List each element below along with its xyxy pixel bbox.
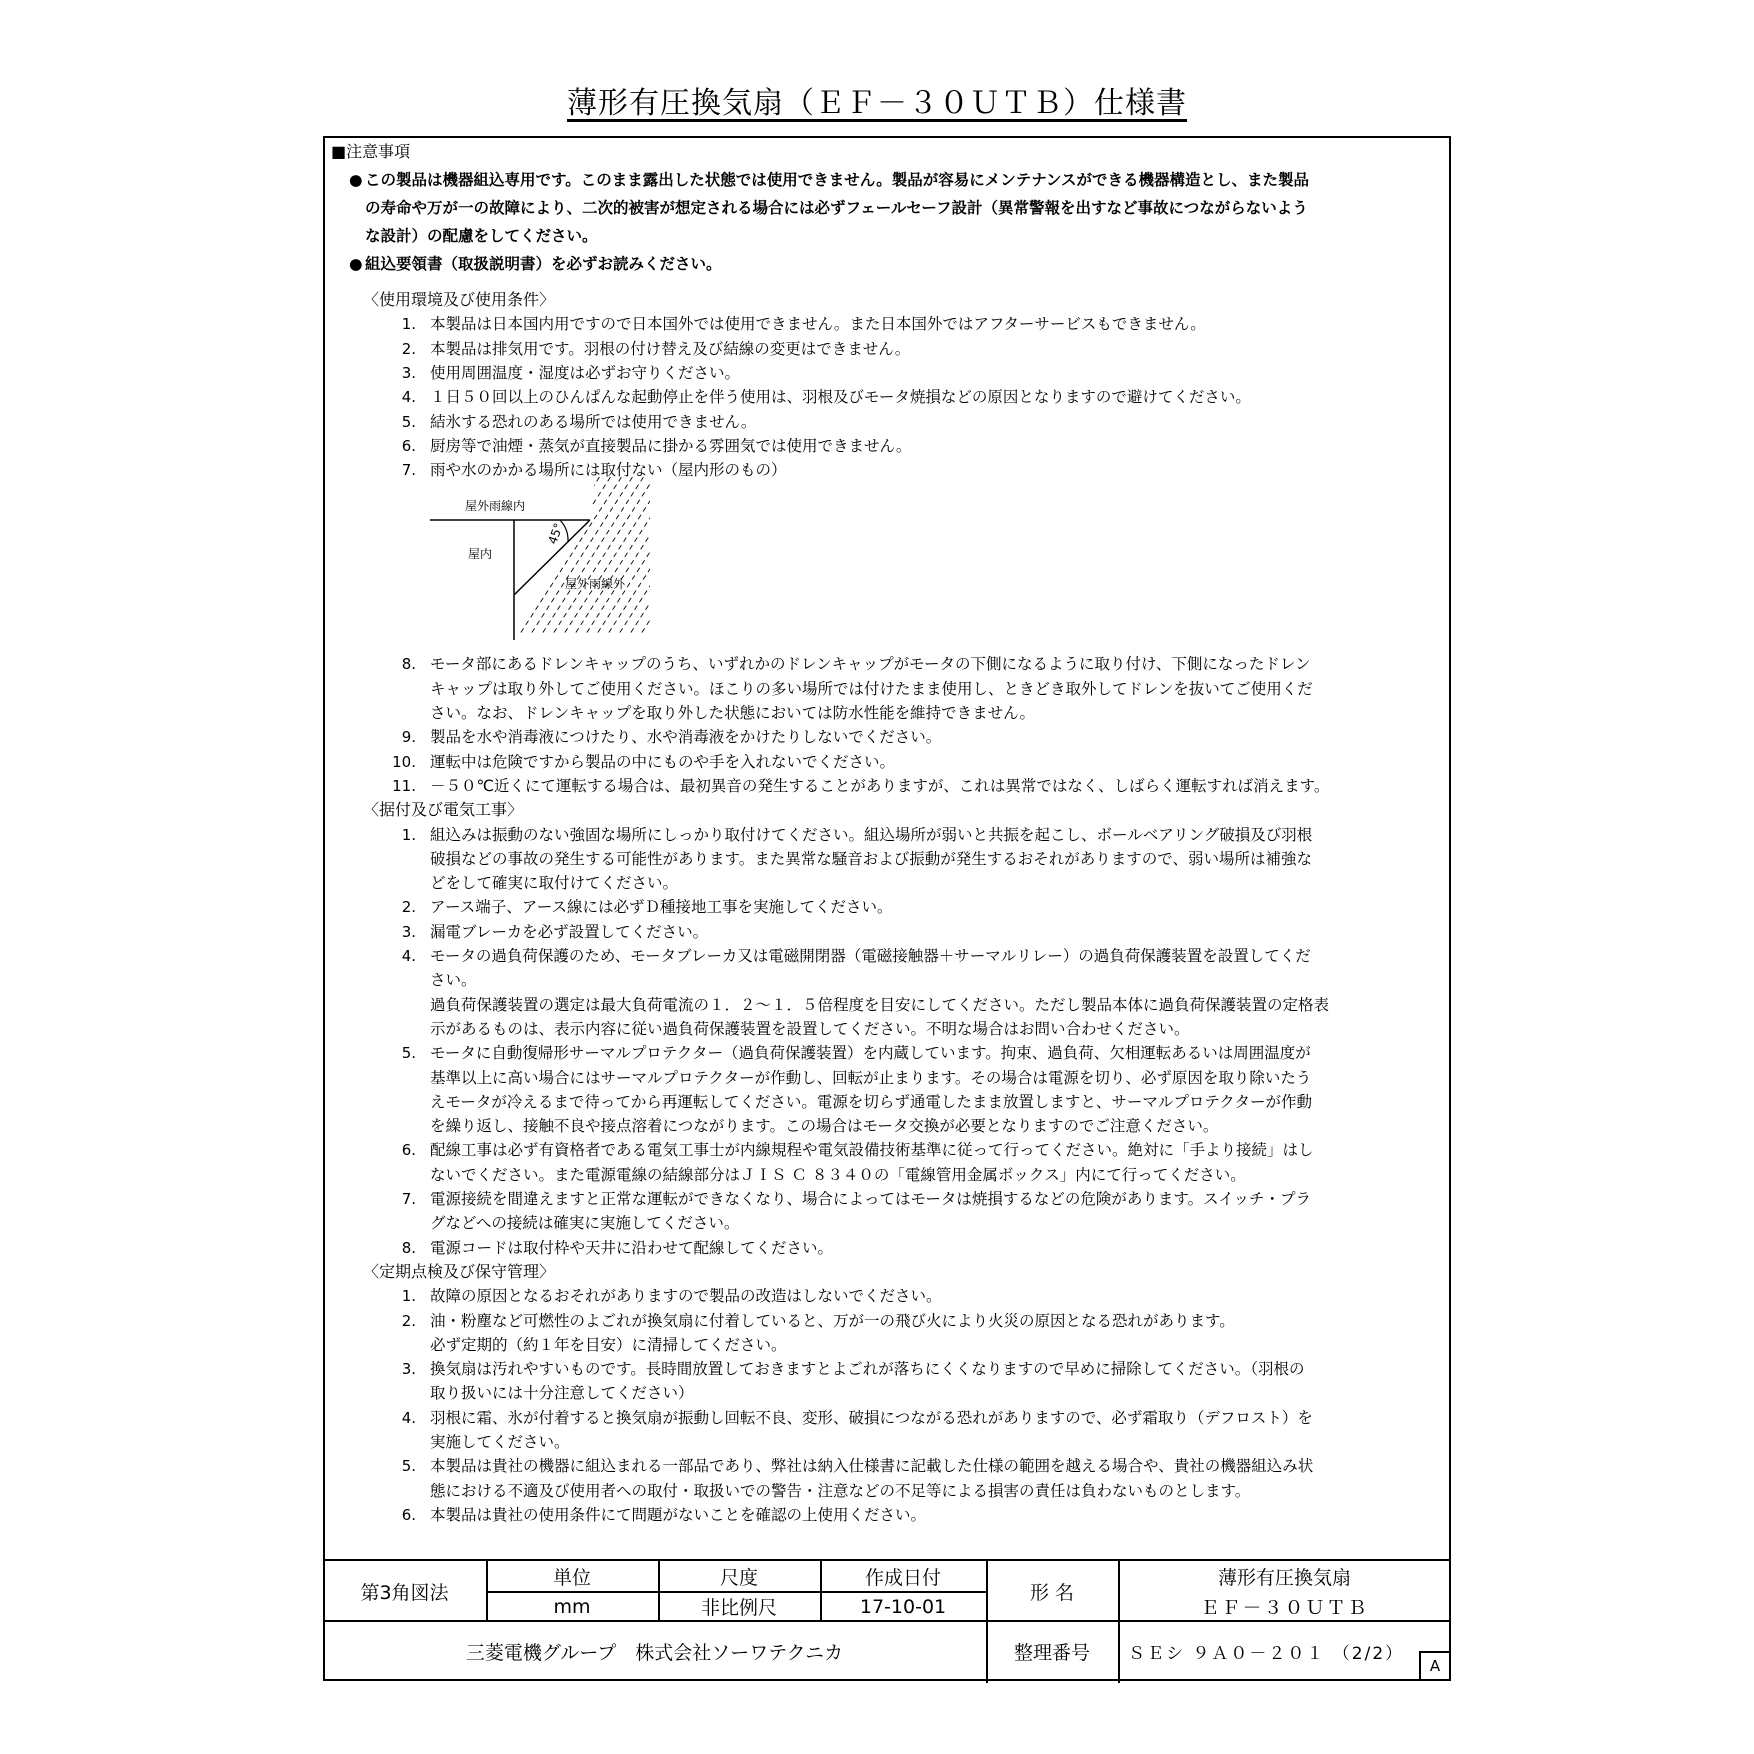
item-text: キャップは取り外してご使用ください。ほこりの多い場所では付けたまま使用し、ときどき取外してドレンを抜いてご使用くだ (430, 679, 1313, 698)
item-number: 4. (401, 947, 416, 965)
item-text: 電源接続を間違えますと正常な運転ができなくなり、場合によってはモータは焼損するなどの危険があります。スイッチ・プラ (430, 1190, 1312, 1208)
item-text: 運転中は危険ですから製品の中にものや手を入れないでください。 (430, 752, 896, 771)
item-number: 1. (401, 315, 416, 334)
item-text: どをして確実に取付けてください。 (430, 874, 679, 893)
item-text: 雨や水のかかる場所には取付ない（屋内形のもの） (430, 461, 787, 480)
item-text: 結氷する恐れのある場所では使用できません。 (430, 412, 757, 431)
item-text: １日５０回以上のひんぱんな起動停止を伴う使用は、羽根及びモータ焼損などの原因となりますので避けてください。 (430, 388, 1251, 407)
item-text: 示があるものは、表示内容に従い過負荷保護装置を設置してください。不明な場合はお問い合わせください。 (430, 1019, 1190, 1038)
bullet-icon: ● (349, 171, 363, 189)
caution-line: の寿命や万が一の故障により、二次的被害が想定される場合には必ずフェールセーフ設計（異常警報を出すなど事故につながらないよう (365, 199, 1308, 217)
item-number: 7. (401, 1190, 416, 1208)
item-text: 電源コードは取付枠や天井に沿わせて配線してください。 (430, 1238, 834, 1257)
item-text: 基準以上に高い場合にはサーマルプロテクターが作動し、回転が止まります。その場合は電源を切り、必ず原因を取り除いたう (430, 1068, 1312, 1087)
bullet-icon: ● (349, 255, 363, 273)
hatch-line (430, 470, 450, 640)
label-outdoor-inside: 屋外雨線内 (465, 499, 526, 513)
item-text: 漏電ブレーカを必ず設置してください。 (430, 922, 709, 941)
item-text: 製品を水や消毒液につけたり、水や消毒液をかけたりしないでください。 (430, 728, 942, 747)
hatch-line (659, 470, 670, 640)
item-number: 9. (401, 728, 416, 747)
angle-label: 45° (545, 521, 566, 547)
caution-line: 組込要領書（取扱説明書）を必ずお読みください。 (365, 255, 722, 273)
item-number: 2. (401, 339, 416, 358)
item-number: 8. (401, 655, 416, 674)
item-text: さい。なお、ドレンキャップを取り外した状態においては防水性能を維持できません。 (430, 704, 1036, 722)
item-number: 7. (401, 461, 416, 480)
scale-value: 非比例尺 (700, 1597, 777, 1619)
item-text: 取り扱いには十分注意してください） (430, 1384, 694, 1403)
item-number: 3. (401, 363, 416, 382)
hatch-line (430, 470, 472, 640)
model-label: 形 名 (1029, 1581, 1075, 1604)
item-number: 6. (401, 436, 416, 455)
model-name: 薄形有圧換気扇 (1217, 1567, 1351, 1589)
item-number: 1. (401, 825, 416, 844)
unit-value: mm (553, 1595, 591, 1618)
label-indoor: 屋内 (468, 547, 493, 561)
item-text: 換気扇は汚れやすいものです。長時間放置しておきますとよごれが落ちにくくなりますので早めに掃除してください。（羽根の (430, 1360, 1305, 1379)
caution-header: ■注意事項 (331, 142, 411, 161)
caution-line: この製品は機器組込専用です。このまま露出した状態では使用できません。製品が容易にメンテナンスができる機器構造とし、また製品 (365, 171, 1309, 189)
item-number: 2. (401, 1311, 416, 1330)
item-text: さい。 (430, 971, 477, 990)
revision-box: A (1419, 1651, 1451, 1681)
item-number: 5. (401, 412, 416, 431)
item-text: モータの過負荷保護のため、モータブレーカ又は電磁開閉器（電磁接触器＋サーマルリレー）の過負荷保護装置を設置してくだ (430, 947, 1311, 965)
item-text: 配線工事は必ず有資格者である電気工事士が内線規程や電気設備技術基準に従って行ってください。絶対に「手より接続」はし (430, 1141, 1314, 1160)
section-heading: 〈定期点検及び保守管理〉 (363, 1261, 556, 1281)
outdoor-hatching (430, 470, 670, 640)
title-block (323, 1559, 1451, 1683)
item-number: 3. (401, 1360, 416, 1379)
item-text: 破損などの事故の発生する可能性があります。また異常な騒音および振動が発生するおそれがありますので、弱い場所は補強な (430, 849, 1312, 868)
unit-label: 単位 (552, 1567, 591, 1589)
item-number: 4. (401, 1408, 416, 1427)
section-heading: 〈使用環境及び使用条件〉 (363, 290, 556, 309)
item-text: モータ部にあるドレンキャップのうち、いずれかのドレンキャップがモータの下側になるように取り付け、下側になったドレン (430, 655, 1311, 674)
item-text: 必ず定期的（約１年を目安）に清掃してください。 (430, 1335, 787, 1354)
item-text: を繰り返し、接触不良や接点溶着につながります。この場合はモータ交換が必要となりますのでご注意ください。 (430, 1117, 1219, 1136)
company-name: 三菱電機グループ 株式会社ソーワテクニカ (465, 1641, 844, 1664)
item-text: アース端子、アース線には必ずＤ種接地工事を実施してください。 (430, 898, 893, 917)
item-text: 厨房等で油煙・蒸気が直接製品に掛かる雰囲気では使用できません。 (430, 436, 912, 455)
item-text: ないでください。また電源電線の結線部分はＪＩＳ Ｃ ８３４０の「電線管用金属ボックス」内にて行ってください。 (430, 1165, 1246, 1184)
hatch-line (430, 470, 461, 640)
scale-label: 尺度 (719, 1567, 758, 1589)
item-text: 実施してください。 (430, 1433, 570, 1451)
item-text: 使用周囲温度・湿度は必ずお守りください。 (430, 363, 741, 382)
item-number: 5. (401, 1457, 416, 1476)
item-number: 6. (401, 1141, 416, 1160)
date-value: 17-10-01 (859, 1595, 947, 1618)
item-text: 油・粉塵など可燃性のよごれが換気扇に付着していると、万が一の飛び火により火災の原因となる恐れがあります。 (430, 1311, 1235, 1330)
item-text: 態における不適及び使用者への取付・取扱いでの警告・注意などの不足等による損害の責任は負わないものとします。 (430, 1481, 1251, 1500)
document-title: 薄形有圧換気扇（ＥＦ－３０ＵＴＢ）仕様書 (567, 86, 1187, 121)
item-text: 過負荷保護装置の選定は最大負荷電流の１．２～１．５倍程度を目安にしてください。ただし製品本体に過負荷保護装置の定格表 (430, 995, 1330, 1014)
ref-number: ＳＥシ ９Ａ０－２０１ （2/2） (1128, 1643, 1405, 1664)
caution-line: な設計）の配慮をしてください。 (365, 227, 598, 245)
spec-frame (323, 136, 1451, 1681)
item-text: モータに自動復帰形サーマルプロテクター（過負荷保護装置）を内蔵しています。拘束、過負荷、欠相運転あるいは周囲温度が (430, 1044, 1311, 1063)
item-text: えモータが冷えるまで待ってから再運転してください。電源を切らず通電したまま放置しますと、サーマルプロテクターが作動 (430, 1092, 1312, 1111)
item-text: 本製品は貴社の機器に組込まれる一部品であり、弊社は納入仕様書に記載した仕様の範囲を越える場合や、貴社の機器組込み状 (430, 1457, 1314, 1476)
section-heading: 〈据付及び電気工事〉 (363, 800, 524, 820)
hatch-line (648, 470, 670, 640)
item-text: －５０℃近くにて運転する場合は、最初異音の発生することがありますが、これは異常ではなく、しばらく運転すれば消えます。 (430, 776, 1330, 795)
hatch-line (560, 470, 670, 640)
label-outdoor-outside: 屋外雨線外 (565, 577, 626, 591)
rain-line-diagram (430, 470, 670, 640)
item-number: 4. (401, 388, 416, 407)
item-number: 11. (392, 776, 416, 795)
item-text: 本製品は排気用です。羽根の付け替え及び結線の変更はできません。 (430, 339, 911, 358)
ref-label: 整理番号 (1013, 1641, 1090, 1664)
item-text: 本製品は日本国内用ですので日本国外では使用できません。また日本国外ではアフターサービスもできません。 (430, 315, 1206, 334)
item-number: 2. (401, 898, 416, 917)
date-label: 作成日付 (864, 1567, 941, 1589)
item-number: 8. (401, 1238, 416, 1257)
hatch-line (637, 470, 670, 640)
item-number: 5. (401, 1044, 416, 1063)
item-text: 組込みは振動のない強固な場所にしっかり取付けてください。組込場所が弱いと共振を起こし、ボールベアリング破損及び羽根 (430, 825, 1313, 844)
item-text: 羽根に霜、氷が付着すると換気扇が振動し回転不良、変形、破損につながる恐れがありますので、必ず霜取り（デフロスト）を (430, 1408, 1313, 1427)
item-number: 6. (401, 1505, 416, 1524)
hatch-line (430, 470, 439, 640)
item-text: グなどへの接続は確実に実施してください。 (430, 1214, 740, 1233)
item-text: 故障の原因となるおそれがありますので製品の改造はしないでください。 (430, 1287, 942, 1306)
item-number: 1. (401, 1287, 416, 1306)
item-text: 本製品は貴社の使用条件にて問題がないことを確認の上使用ください。 (430, 1505, 927, 1524)
model-code: ＥＦ－３０ＵＴＢ (1200, 1597, 1369, 1619)
projection-method: 第3角図法 (360, 1581, 449, 1604)
item-number: 3. (401, 922, 416, 941)
item-number: 10. (392, 752, 416, 771)
